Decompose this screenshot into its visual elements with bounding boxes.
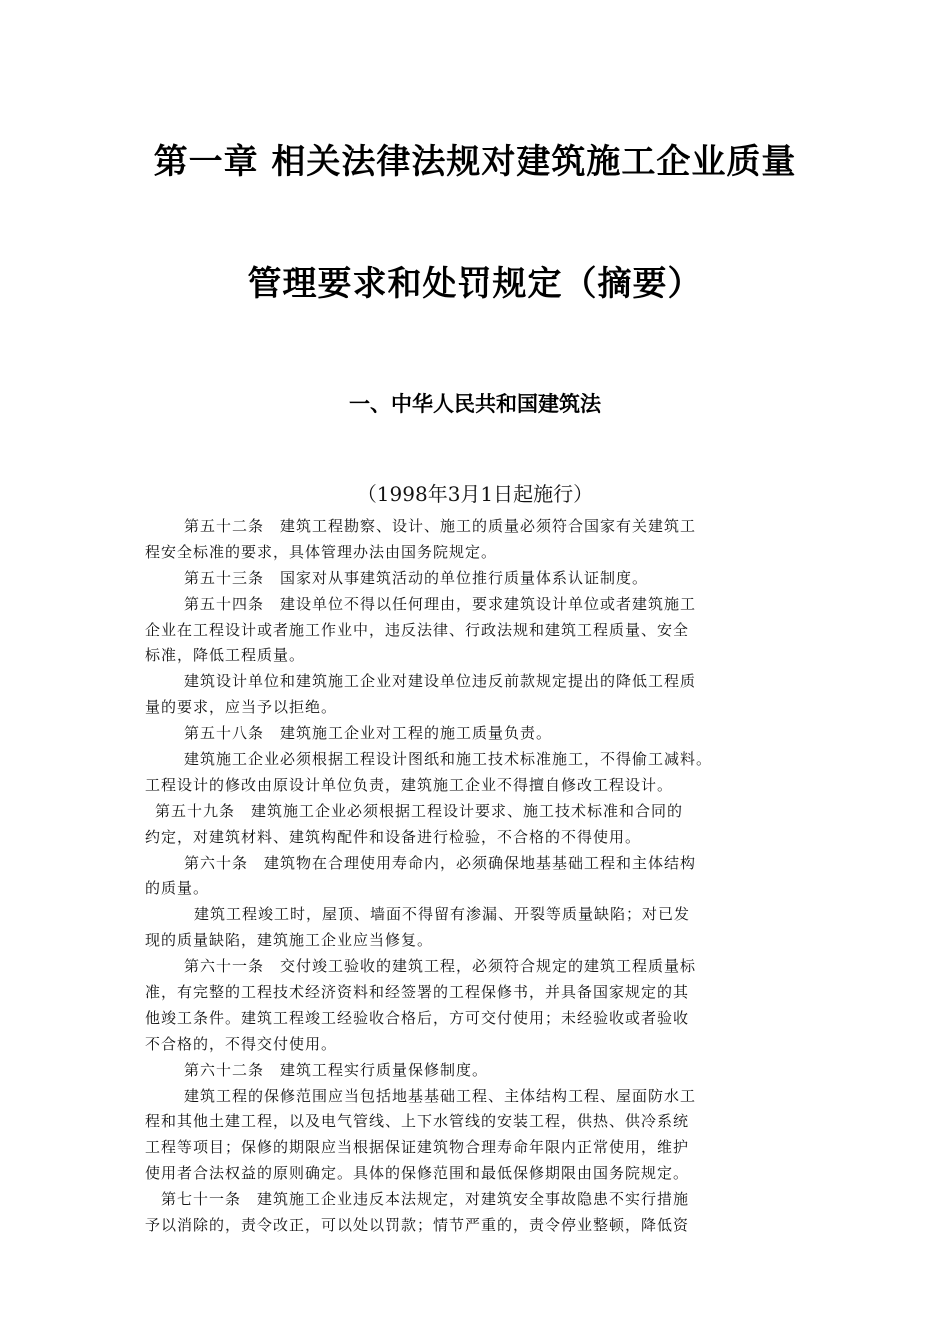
effective-date: （1998年3月1日起施行） bbox=[356, 482, 594, 506]
text-line: 企业在工程设计或者施工作业中，违反法律、行政法规和建筑工程质量、安全 bbox=[145, 620, 690, 639]
body-text bbox=[145, 514, 815, 1239]
text-line: 建筑工程竣工时，屋顶、墙面不得留有渗漏、开裂等质量缺陷；对已发 bbox=[194, 905, 691, 924]
section-heading: 一、中华人民共和国建筑法 bbox=[349, 392, 601, 416]
text-line: 建筑施工企业必须根据工程设计图纸和施工技术标准施工，不得偷工减料。 bbox=[184, 750, 713, 769]
text-line: 第五十四条 建设单位不得以任何理由，要求建筑设计单位或者建筑施工 bbox=[184, 594, 697, 613]
text-line: 第七十一条 建筑施工企业违反本法规定，对建筑安全事故隐患不实行措施 bbox=[161, 1190, 690, 1209]
text-line: 使用者合法权益的原则确定。具体的保修范围和最低保修期限由国务院规定。 bbox=[145, 1164, 690, 1183]
text-line: 工程等项目；保修的期限应当根据保证建筑物合理寿命年限内正常使用，维护 bbox=[145, 1138, 690, 1157]
text-line: 标准，降低工程质量。 bbox=[145, 646, 306, 665]
text-line: 第五十三条 国家对从事建筑活动的单位推行质量体系认证制度。 bbox=[184, 568, 649, 587]
text-line: 他竣工条件。建筑工程竣工经验收合格后，方可交付使用；未经验收或者验收 bbox=[145, 1008, 690, 1027]
text-line: 约定，对建筑材料、建筑构配件和设备进行检验，不合格的不得使用。 bbox=[145, 827, 642, 846]
text-line: 工程设计的修改由原设计单位负责，建筑施工企业不得擅自修改工程设计。 bbox=[145, 775, 674, 794]
text-line: 第六十二条 建筑工程实行质量保修制度。 bbox=[184, 1060, 489, 1079]
chapter-title-line-2: 管理要求和处罚规定（摘要） bbox=[247, 264, 703, 304]
text-line: 第六十条 建筑物在合理使用寿命内，必须确保地基基础工程和主体结构 bbox=[184, 853, 697, 872]
text-line: 现的质量缺陷，建筑施工企业应当修复。 bbox=[145, 931, 434, 950]
text-line: 程和其他土建工程，以及电气管线、上下水管线的安装工程，供热、供冷系统 bbox=[145, 1112, 690, 1131]
text-line: 的质量。 bbox=[145, 879, 210, 898]
text-line: 建筑设计单位和建筑施工企业对建设单位违反前款规定提出的降低工程质 bbox=[184, 672, 697, 691]
text-line: 程安全标准的要求，具体管理办法由国务院规定。 bbox=[145, 542, 498, 561]
text-line: 不合格的，不得交付使用。 bbox=[145, 1034, 338, 1053]
text-line: 第六十一条 交付竣工验收的建筑工程，必须符合规定的建筑工程质量标 bbox=[184, 957, 697, 976]
text-line: 第五十八条 建筑施工企业对工程的施工质量负责。 bbox=[184, 724, 553, 743]
text-line: 量的要求，应当予以拒绝。 bbox=[145, 698, 338, 717]
chapter-title-line-1: 第一章 相关法律法规对建筑施工企业质量 bbox=[153, 142, 797, 182]
text-line: 建筑工程的保修范围应当包括地基基础工程、主体结构工程、屋面防水工 bbox=[184, 1086, 697, 1105]
text-line: 准，有完整的工程技术经济资料和经签署的工程保修书，并具备国家规定的其 bbox=[145, 983, 690, 1002]
text-line: 第五十二条 建筑工程勘察、设计、施工的质量必须符合国家有关建筑工 bbox=[184, 517, 697, 535]
text-line: 予以消除的，责令改正，可以处以罚款；情节严重的，责令停业整顿，降低资 bbox=[145, 1216, 690, 1235]
text-line: 第五十九条 建筑施工企业必须根据工程设计要求、施工技术标准和合同的 bbox=[155, 801, 684, 820]
